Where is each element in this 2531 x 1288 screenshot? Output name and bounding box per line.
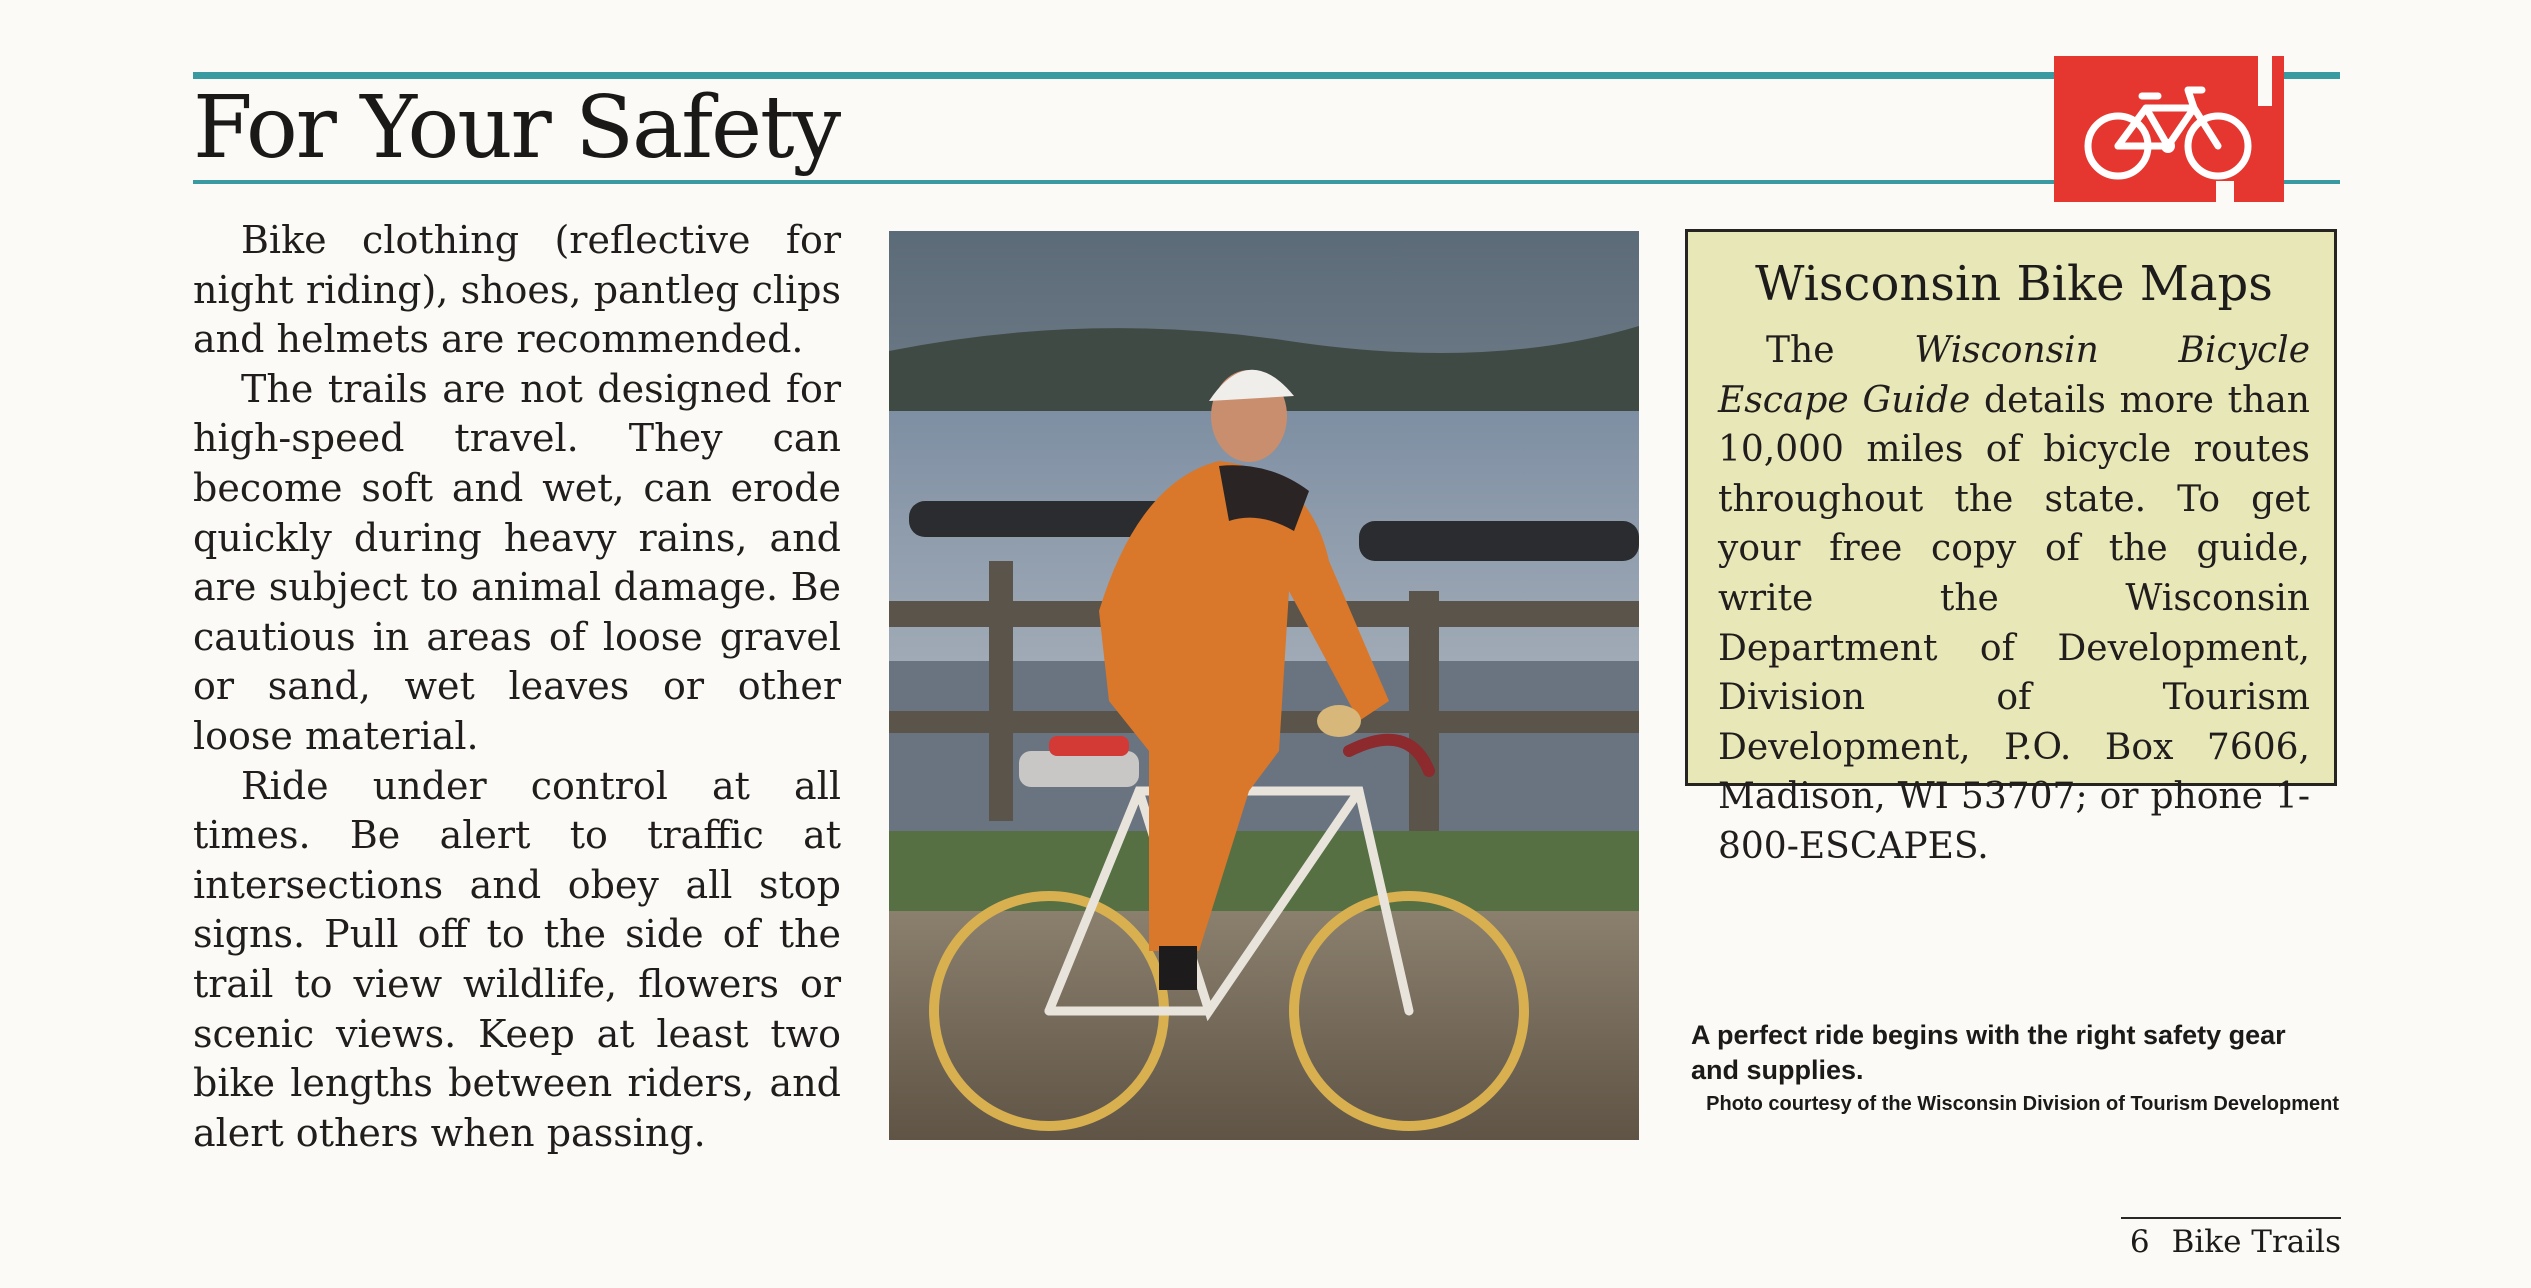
guide-title: Wisconsin Bicycle Escape Guide [1718, 330, 2310, 421]
page-number: 6 [2129, 1224, 2150, 1260]
page-footer [2121, 1222, 2341, 1262]
photo-credit: Photo courtesy of the Wisconsin Division of Tourism Development [1706, 1093, 2339, 1115]
bicycle-icon [2054, 56, 2284, 202]
safety-paragraph-clothing: Bike clothing (reflective for night riding), shoes, pantleg clips and helmets are recommended. [193, 218, 841, 362]
footer-section: Bike Trails [2171, 1224, 2341, 1260]
safety-paragraph-control: Ride under control at all times. Be alert to traffic at intersections and obey all stop signs. Pull off to the side of the trail to view wildlife, flowers or scenic views. Keep at least two bike lengths between riders, and alert others when passing. [193, 763, 841, 1155]
page-title: For Your Safety [193, 78, 840, 178]
bike-maps-sidebar [1685, 229, 2337, 867]
sidebar-text [1718, 326, 2310, 872]
safety-text [193, 216, 841, 1158]
sidebar-title: Wisconsin Bike Maps [1755, 256, 2273, 312]
cyclist-photo [889, 231, 1639, 1140]
footer-rule [2121, 1217, 2341, 1219]
bike-trail-badge [2054, 56, 2284, 202]
sidebar-text-body: details more than 10,000 miles of bicycle routes throughout the state. To get your free copy of the guide, write the Wisconsin Department of Development, Division of Tourism Development, P.O. Box 7606, Madison, WI 53707; or phone 1-800-ESCAPES. [1718, 379, 2310, 867]
safety-paragraph-trails: The trails are not designed for high-speed travel. They can become soft and wet, can erode quickly during heavy rains, and are subject to animal damage. Be cautious in areas of loose gravel or sand, wet leaves or other loose material. [193, 366, 841, 758]
sidebar-text-intro: The [1766, 330, 1915, 371]
photo-caption: A perfect ride begins with the right safety gear and supplies. [1691, 1020, 2286, 1085]
header-rule-bottom [193, 180, 2340, 184]
